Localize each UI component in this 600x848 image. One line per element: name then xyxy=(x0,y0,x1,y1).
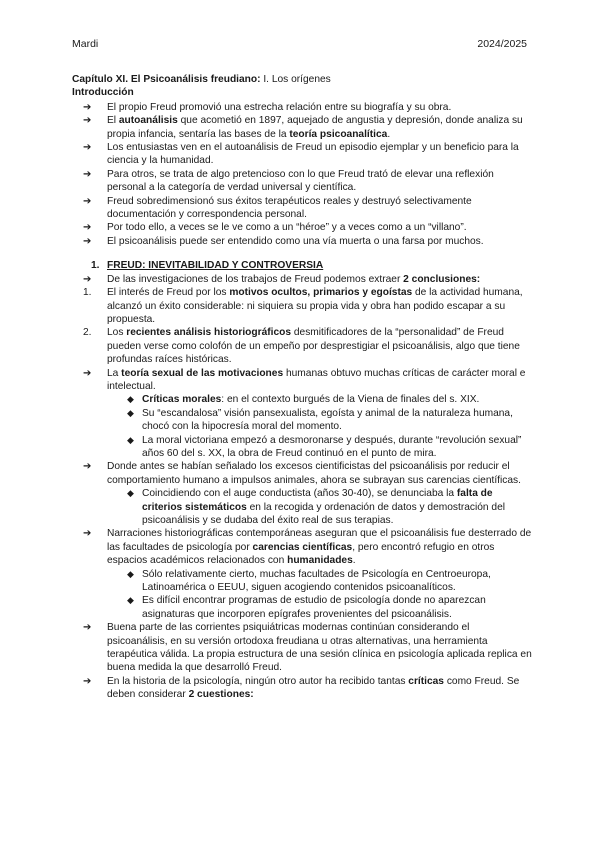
header-author: Mardi xyxy=(72,38,99,50)
arrow-icon: ➔ xyxy=(83,235,92,247)
list-item: ➔ De las investigaciones de los trabajos de Freud podemos extraer 2 conclusiones: xyxy=(83,273,481,285)
list-item: ➔ El propio Freud promovió una estrecha relación entre su biografía y su obra. xyxy=(83,101,452,113)
diamond-bullet-icon: ◆ xyxy=(127,407,134,418)
list-number: 1. xyxy=(83,287,92,299)
list-item: ➔ Para otros, se trata de algo pretencioso con lo que Freud trató de elevar una reflexión personal a la categoría de verdad universal y científica. xyxy=(83,168,494,194)
diamond-bullet-icon: ◆ xyxy=(127,394,134,405)
sub-list-item: ◆ La moral victoriana empezó a desmoronarse y después, durante “revolución sexual” años 60 del s. XX, la obra de Freud continuó en el punto de mira. xyxy=(127,434,522,459)
section-list xyxy=(72,273,532,702)
page-content xyxy=(72,73,532,702)
arrow-icon: ➔ xyxy=(83,222,92,234)
list-item: ➔ El psicoanálisis puede ser entendido como una vía muerta o una farsa por muchos. xyxy=(83,235,484,247)
arrow-icon: ➔ xyxy=(83,367,92,379)
list-item: 2. Los recientes análisis historiográficos desmitificadores de la “personalidad” de Freud pueden verse como colofón de un empeño por desprestigiar el psicoanálisis, algo que tiene profundas raíces históricas. xyxy=(83,327,520,366)
sub-list-item: ◆ Es difícil encontrar programas de estudio de psicología donde no aparezcan asignaturas que incorporen epígrafes provenientes del psicoanálisis. xyxy=(127,595,486,620)
arrow-icon: ➔ xyxy=(83,675,92,687)
list-item: ➔ Donde antes se habían señalado los excesos cientificistas del psicoanálisis por reducir el comportamiento humano a impulsos animales, ahora se subrayan sus carencias científicas. xyxy=(83,461,521,486)
list-item: 1. El interés de Freud por los motivos ocultos, primarios y egoístas de la actividad humana, alcanzó un éxito considerable: ni siquiera su propia vida y obra han podido escapar a su propuesta. xyxy=(83,287,523,325)
arrow-icon: ➔ xyxy=(83,168,92,180)
intro-list xyxy=(72,101,532,248)
list-item: ➔ Buena parte de las corrientes psiquiátricas modernas continúan considerando el psicoanálisis, en su versión ortodoxa freudiana u otras alternativas, una herramienta terapéutica válida. La propia estructura de una sesión clínica en psicología aplicada replica en buena medida la que desarrolló Freud. xyxy=(83,622,532,674)
sub-list-item: ◆ Su “escandalosa” visión pansexualista, egoísta y animal de la naturaleza humana, chocó con la hipocresía moral del momento. xyxy=(127,407,513,433)
chapter-title: Capítulo XI. El Psicoanálisis freudiano: I. Los orígenes xyxy=(72,74,331,85)
list-item: ➔ En la historia de la psicología, ningún otro autor ha recibido tantas críticas como Freud. Se deben considerar 2 cuestiones: xyxy=(83,675,520,701)
diamond-bullet-icon: ◆ xyxy=(127,488,134,499)
header-year: 2024/2025 xyxy=(477,38,527,50)
arrow-icon: ➔ xyxy=(83,115,92,127)
list-item: ➔ Freud sobredimensionó sus éxitos terapéuticos reales y destruyó selectivamente documentación y correspondencia personal. xyxy=(83,195,472,221)
intro-heading: Introducción xyxy=(72,87,134,99)
arrow-icon: ➔ xyxy=(83,195,92,207)
sub-list-item: ◆ Críticas morales: en el contexto burgués de la Viena de finales del s. XIX. xyxy=(127,394,480,406)
list-item: ➔ Por todo ello, a veces se le ve como a un “héroe” y a veces como a un “villano”. xyxy=(83,222,467,234)
arrow-icon: ➔ xyxy=(83,101,92,113)
diamond-bullet-icon: ◆ xyxy=(127,434,134,445)
sub-list-item: ◆ Coincidiendo con el auge conductista (años 30-40), se denunciaba la falta de criterios sistemáticos en la recogida y ordenación de datos y demostración del psicoanálisis y se dudaba del éxito real de sus terapias. xyxy=(127,488,506,526)
list-item: ➔ Los entusiastas ven en el autoanálisis de Freud un episodio ejemplar y un beneficio para la ciencia y la humanidad. xyxy=(83,142,519,167)
diamond-bullet-icon: ◆ xyxy=(127,568,134,579)
arrow-icon: ➔ xyxy=(83,273,92,285)
arrow-icon: ➔ xyxy=(83,142,92,154)
list-item: ➔ El autoanálisis que acometió en 1897, aquejado de angustia y depresión, donde analiza su propia infancia, sentaría las bases de la teoría psicoanalítica. xyxy=(83,115,523,140)
list-number: 2. xyxy=(83,327,92,339)
section-heading: 1. FREUD: INEVITABILIDAD Y CONTROVERSIA xyxy=(91,260,324,272)
sub-list-item: ◆ Sólo relativamente cierto, muchas facultades de Psicología en Centroeuropa, Latinoamérica o EEUU, siguen acogiendo contenidos psicoanalíticos. xyxy=(127,568,491,594)
diamond-bullet-icon: ◆ xyxy=(127,595,134,606)
arrow-icon: ➔ xyxy=(83,461,92,473)
arrow-icon: ➔ xyxy=(83,622,92,634)
arrow-icon: ➔ xyxy=(83,528,92,540)
list-item: ➔ Narraciones historiográficas contemporáneas aseguran que el psicoanálisis fue desterrado de las facultades de psicología por carencias científicas, pero encontró refugio en otros espacios académicos relacionados con humanidades. xyxy=(83,528,532,567)
list-item: ➔ La teoría sexual de las motivaciones humanas obtuvo muchas críticas de carácter moral e intelectual. xyxy=(83,367,526,392)
